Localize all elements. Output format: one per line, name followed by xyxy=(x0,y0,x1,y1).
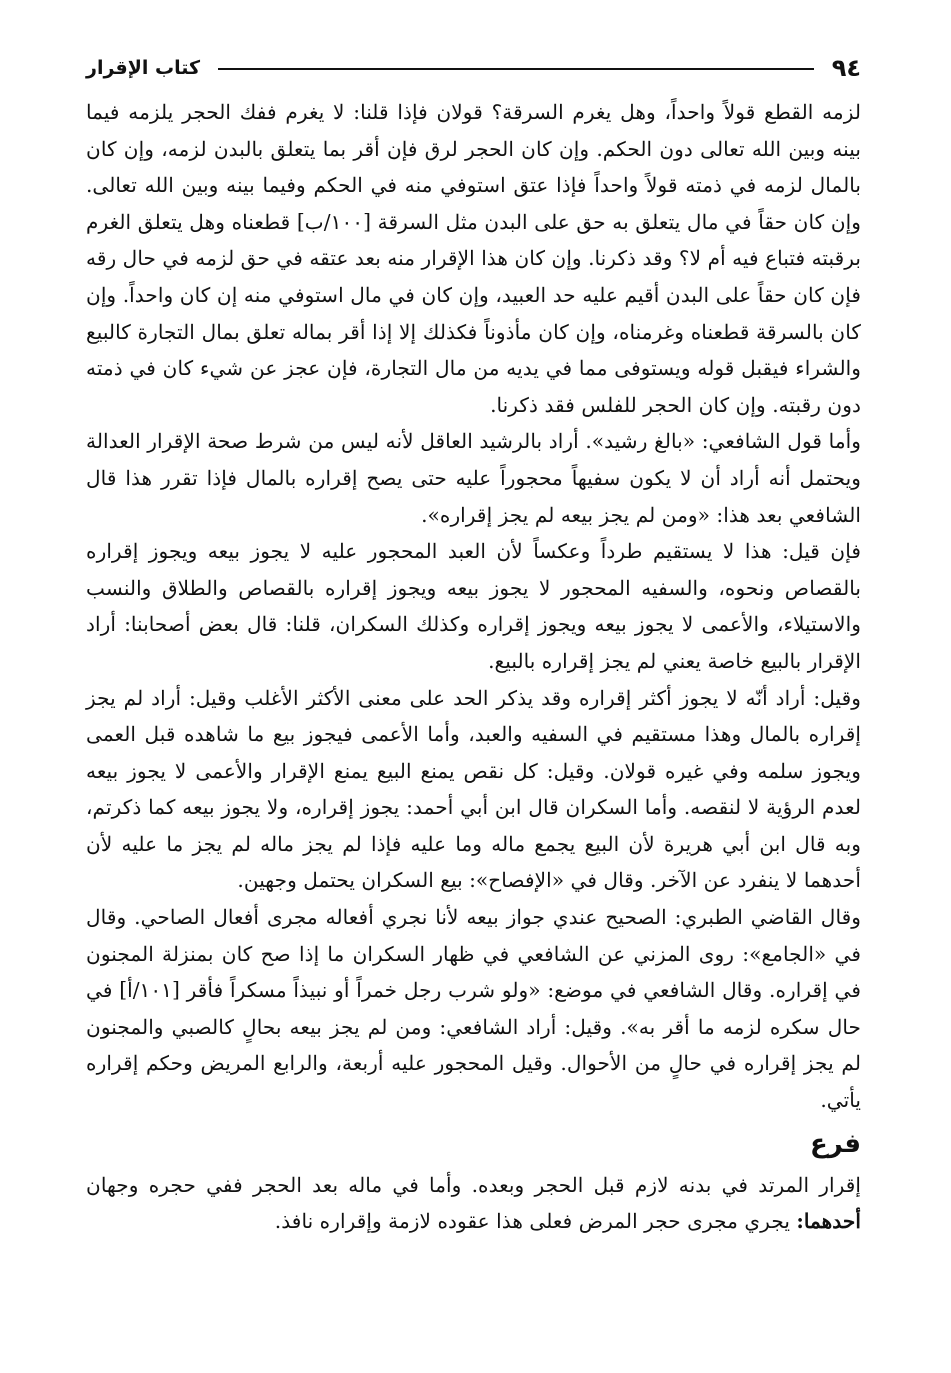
final-paragraph-text: يجري مجرى حجر المرض فعلى هذا عقوده لازمة وإقراره نافذ. xyxy=(274,1209,790,1234)
paragraph: لزمه القطع قولاً واحداً، وهل يغرم السرقة؟ قولان فإذا قلنا: لا يغرم ففك الحجر يلزمه فيما بينه وبين الله تعالى دون الحكم. وإن كان الحجر لرق فإن أقر بما يتعلق بالبدن لزمه، وإن كان بالمال لزمه في ذمته قولاً واحداً فإذا عتق استوفي منه في الحكم وفيما بينه وبين الله تعالى. وإن كان حقاً في مال يتعلق به حق على البدن مثل السرقة [١٠٠/ب] قطعناه وهل يتعلق الغرم برقبته فتباع فيه أم لا؟ وقد ذكرنا. وإن كان هذا الإقرار منه بعد عتقه في حق لزمه في حال رقه فإن كان حقاً على البدن أقيم عليه حد العبيد، وإن كان في مال استوفي منه إن كان واحداً. وإن كان بالسرقة قطعناه وغرمناه، وإن كان مأذوناً فكذلك إلا إذا أقر بماله تعلق بمال التجارة كالبيع والشراء فيقبل قوله ويستوفى مما في يديه من مال التجارة، فإن عجز عن شيء كان في ذمته دون رقبته. وإن كان الحجر للفلس فقد ذكرنا. xyxy=(86,100,862,417)
paragraph: فإن قيل: هذا لا يستقيم طرداً وعكساً لأن العبد المحجور عليه لا يجوز بيعه ويجوز إقراره بالقصاص ونحوه، والسفيه المحجور لا يجوز بيعه ويجوز إقراره بالقصاص والطلاق والنسب والاستيلاء، والأعمى لا يجوز بيعه ويجوز إقراره وكذلك السكران، قلنا: قال بعض أصحابنا: أراد الإقرار بالبيع خاصة يعني لم يجز إقراره بالبيع. xyxy=(86,539,861,673)
final-paragraph-text: إقرار المرتد في بدنه لازم قبل الحجر وبعده. وأما في ماله بعد الحجر ففي حجره وجهان xyxy=(86,1172,861,1197)
page-number: ٩٤ xyxy=(831,54,861,82)
section-heading: فرع xyxy=(810,1128,861,1159)
paragraph: وأما قول الشافعي: «بالغ رشيد». أراد بالرشيد العاقل لأنه ليس من شرط صحة الإقرار العدالة ويحتمل أنه أراد أن لا يكون سفيهاً محجوراً عليه حتى يصح إقراره بالمال فإذا تقرر هذا قال الشافعي بعد هذا: «ومن لم يجز بيعه لم يجز إقراره». xyxy=(86,429,861,527)
paragraph: وقيل: أراد أنّه لا يجوز أكثر إقراره وقد يذكر الحد على معنى الأكثر الأغلب وقيل: أراد لم يجز إقراره بالمال وهذا مستقيم في السفيه والعبد، وأما الأعمى فيجوز بيع ما شاهده قبل العمى ويجوز سلمه وفي غيره قولان. وقيل: كل نقص يمنع البيع يمنع الإقرار والأعمى لا يجوز بيعه لعدم الرؤية لا لنقصه. وأما السكران قال ابن أبي أحمد: يجوز إقراره، ولا يجوز بيعه كما ذكرتم، وبه قال ابن أبي هريرة لأن البيع يجمع ماله وما عليه فإذا لم يجز ماله لم يجز ما عليه لأن أحدهما لا ينفرد عن الآخر. وقال في «الإفصاح»: بيع السكران يحتمل وجهين. xyxy=(86,685,861,893)
final-paragraph xyxy=(86,1167,861,1240)
body-text xyxy=(86,94,861,1240)
book-title: كتاب الإقرار xyxy=(86,57,201,79)
header-rule xyxy=(218,68,814,70)
paragraph: وقال القاضي الطبري: الصحيح عندي جواز بيعه لأنا نجري أفعاله مجرى أفعال الصاحي. وقال في «الجامع»: روى المزني عن الشافعي في ظهار السكران ما إذا صح كان بمنزلة المجنون في إقراره. وقال الشافعي في موضع: «ولو شرب رجل خمراً أو نبيذاً مسكراً فأقر [١٠١/أ] في حال سكره لزمه ما أقر به». وقيل: أراد الشافعي: ومن لم يجز بيعه بحالٍ كالصبي والمجنون لم يجز إقراره في حالٍ من الأحوال. وقيل المحجور عليه أربعة، والرابع المريض وحكم إقراره يأتي. xyxy=(86,905,861,1113)
running-head xyxy=(86,46,861,90)
emphasis-term: أحدهما: xyxy=(796,1209,861,1234)
